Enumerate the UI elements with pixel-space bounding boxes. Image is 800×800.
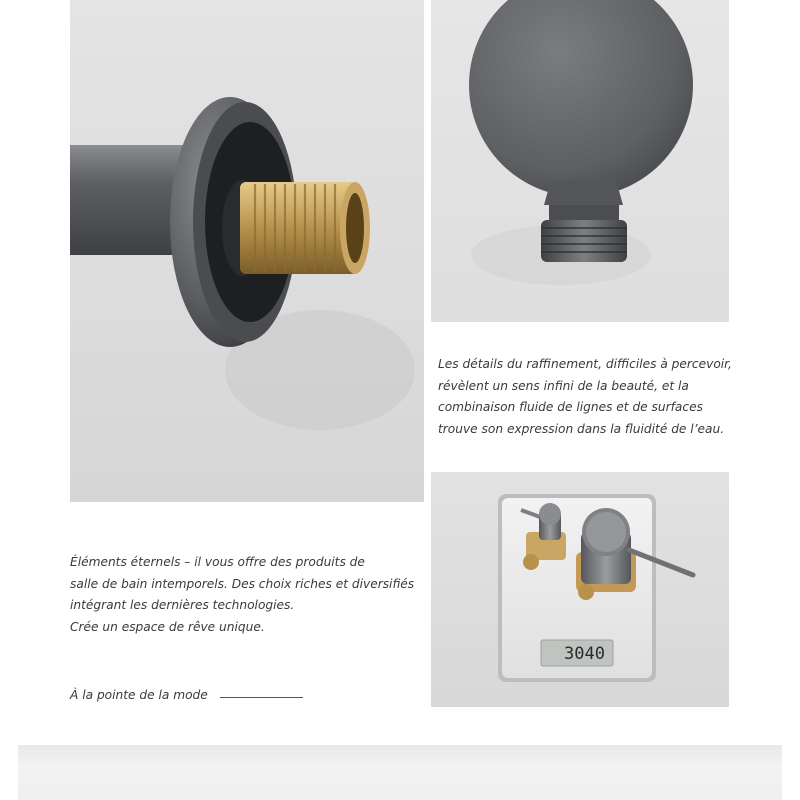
paragraph-line: Les détails du raffinement, difficiles à percevoir, [438,357,732,371]
paragraph-line: intégrant les dernières technologies. [70,598,295,612]
paragraph-line: combinaison fluide de lignes et de surfaces [438,400,703,414]
tagline-underline [220,697,303,698]
wall-elbow-illustration [431,0,729,322]
refinement-paragraph [438,354,732,440]
tagline: À la pointe de la mode [70,688,208,702]
shower-arm-illustration [70,0,424,502]
scale-display-value: 3040 [564,644,605,664]
bottom-photo-band [18,745,782,800]
paragraph-line: Crée un espace de rêve unique. [70,619,265,634]
scale-valve-illustration [431,472,729,707]
paragraph-line: trouve son expression dans la fluidité de l’eau. [438,421,725,436]
paragraph-line: Éléments éternels – il vous offre des produits de [70,555,365,569]
shower-arm-photo [70,0,424,502]
paragraph-line: révèlent un sens infini de la beauté, et la [438,378,689,393]
wall-elbow-photo [431,0,729,322]
timeless-elements-paragraph [70,552,414,638]
paragraph-line: salle de bain intemporels. Des choix riches et diversifiés [70,576,415,591]
scale-valve-photo [431,472,729,707]
